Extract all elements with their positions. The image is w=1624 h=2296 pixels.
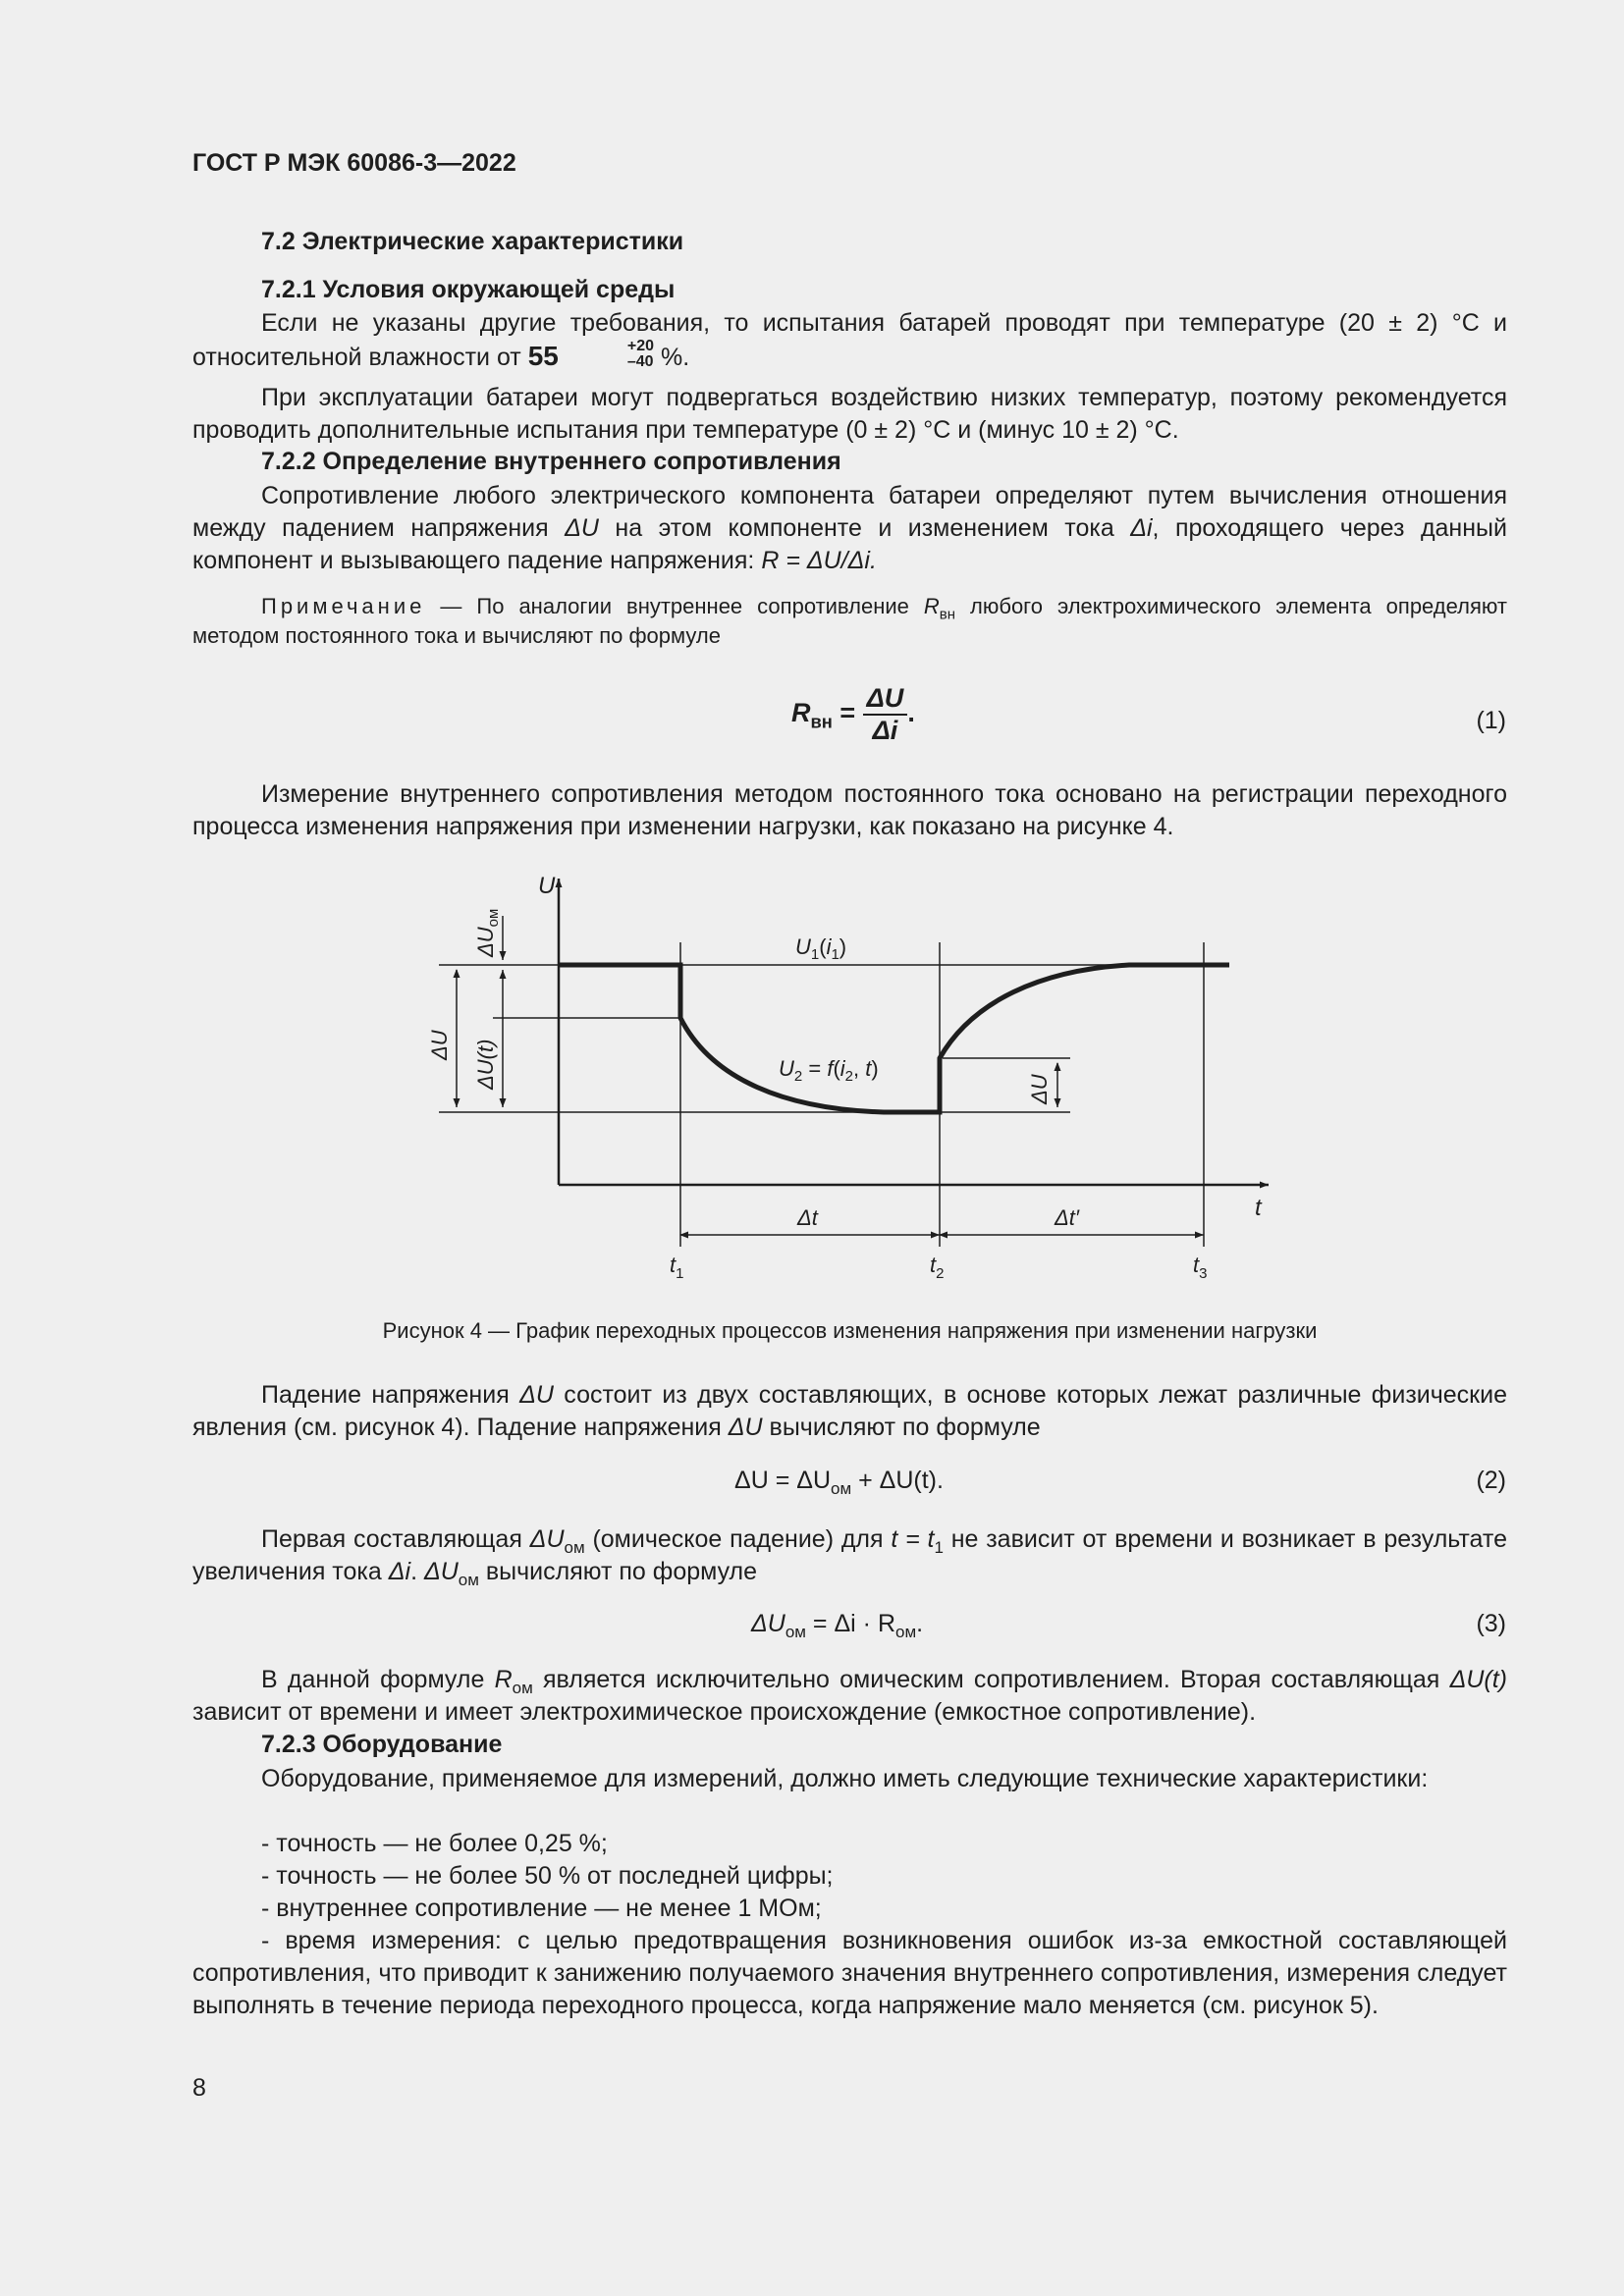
equation-3: $\Delta U_{ом} = \Delta i \cdot R_{ом}$. xyxy=(751,1610,924,1641)
equation-2-number: (2) xyxy=(1476,1467,1506,1494)
equation-2: $\Delta U = \Delta U_{ом} + \Delta U(t)$. xyxy=(734,1467,944,1498)
list-item: - точность — не более 0,25 %; xyxy=(261,1830,608,1857)
note-paragraph: Примечание — По аналогии внутреннее сопротивление $R_{вн}$ любого электрохимического элемента определяют методом постоянного тока и вычисляют по формуле xyxy=(192,594,1507,648)
formula-explanation-paragraph: В данной формуле $R_{ом}$ является исключительно омическим сопротивлением. Вторая составляющая ΔU(t) зависит от времени и имеет электрохимическое происхождение (емкостное сопротивление). xyxy=(192,1666,1507,1726)
measurement-time-paragraph: - время измерения: с целью предотвращения возникновения ошибок из-за емкостной составляющей сопротивления, что приводит к занижению получаемого значения внутреннего сопротивления, измерения следует выполнять в течение периода переходного процесса, когда напряжение мало меняется (см. рисунок 5). xyxy=(192,1927,1507,2019)
delta-t-label: Δt xyxy=(797,1205,818,1230)
low-temperature-paragraph: При эксплуатации батареи могут подвергаться воздействию низких температур, поэтому рекомендуется проводить дополнительные испытания при температуре (0 ± 2) °C и (минус 10 ± 2) °C. xyxy=(192,384,1507,444)
delta-u-om-label: $\Delta U_{ом}$ xyxy=(473,908,502,957)
t2-label: $t_2$ xyxy=(930,1253,945,1282)
voltage-curve xyxy=(559,965,1229,1112)
delta-t-prime-label: Δt′ xyxy=(1055,1205,1079,1230)
u2-label: $U_2 = f(i_2$, t) xyxy=(779,1056,879,1085)
equation-3-number: (3) xyxy=(1476,1610,1506,1637)
list-item: - внутреннее сопротивление — не менее 1 МОм; xyxy=(261,1895,822,1922)
equation-1: $R_{вн}$ = $\frac{\Delta U}{\Delta i}$ . xyxy=(791,683,915,745)
u1-label: $U_1(i_1)$ xyxy=(795,934,847,963)
equipment-paragraph: Оборудование, применяемое для измерений, должно иметь следующие технические характеристики: xyxy=(261,1765,1429,1792)
humidity-value: 55 xyxy=(527,341,559,371)
list-item: - точность — не более 50 % от последней цифры; xyxy=(261,1862,834,1890)
delta-u-left-label: ΔU xyxy=(427,1030,452,1060)
delta-u-right-label: ΔU xyxy=(1027,1074,1052,1104)
ohmic-component-paragraph: Первая составляющая $\Delta U_{ом}$ (омическое падение) для $t = t_1$ не зависит от времени и возникает в результате увеличения тока Δi. $\Delta U_{ом}$ вычисляют по формуле xyxy=(192,1525,1507,1589)
humidity-paragraph: Если не указаны другие требования, то испытания батарей проводят при температуре (20 ± 2) °C и относительной влажности от 55 +20 –40 %. xyxy=(192,309,1507,371)
section-7-2-title: 7.2 Электрические характеристики xyxy=(261,228,684,255)
delta-u-t-label: ΔU(t) xyxy=(473,1039,498,1090)
equation-1-number: (1) xyxy=(1476,707,1506,734)
humidity-tolerance: +20 –40 xyxy=(626,338,655,371)
page-number: 8 xyxy=(192,2074,206,2102)
y-axis-label: U xyxy=(538,873,556,899)
t3-label: $t_3$ xyxy=(1193,1253,1208,1282)
voltage-drop-paragraph: Падение напряжения ΔU состоит из двух составляющих, в основе которых лежат различные физические явления (см. рисунок 4). Падение напряжения ΔU вычисляют по формуле xyxy=(192,1381,1507,1441)
document-code: ГОСТ Р МЭК 60086-3—2022 xyxy=(192,149,516,177)
dc-method-paragraph: Измерение внутреннего сопротивления методом постоянного тока основано на регистрации переходного процесса изменения напряжения при изменении нагрузки, как показано на рисунке 4. xyxy=(192,780,1507,840)
section-7-2-3-title: 7.2.3 Оборудование xyxy=(261,1731,503,1758)
resistance-definition-paragraph: Сопротивление любого электрического компонента батареи определяют путем вычисления отношения между падением напряжения ΔU на этом компоненте и изменением тока Δi, проходящего через данный компонент и вызывающего падение напряжения: R = ΔU/Δi. xyxy=(192,482,1507,574)
note-label: Примечание xyxy=(261,594,426,618)
figure-4-caption: Рисунок 4 — График переходных процессов изменения напряжения при изменении нагрузки xyxy=(382,1318,1318,1343)
t1-label: $t_1$ xyxy=(670,1253,684,1282)
x-axis-label: t xyxy=(1255,1195,1262,1221)
section-7-2-2-title: 7.2.2 Определение внутреннего сопротивления xyxy=(261,448,841,475)
section-7-2-1-title: 7.2.1 Условия окружающей среды xyxy=(261,276,676,303)
